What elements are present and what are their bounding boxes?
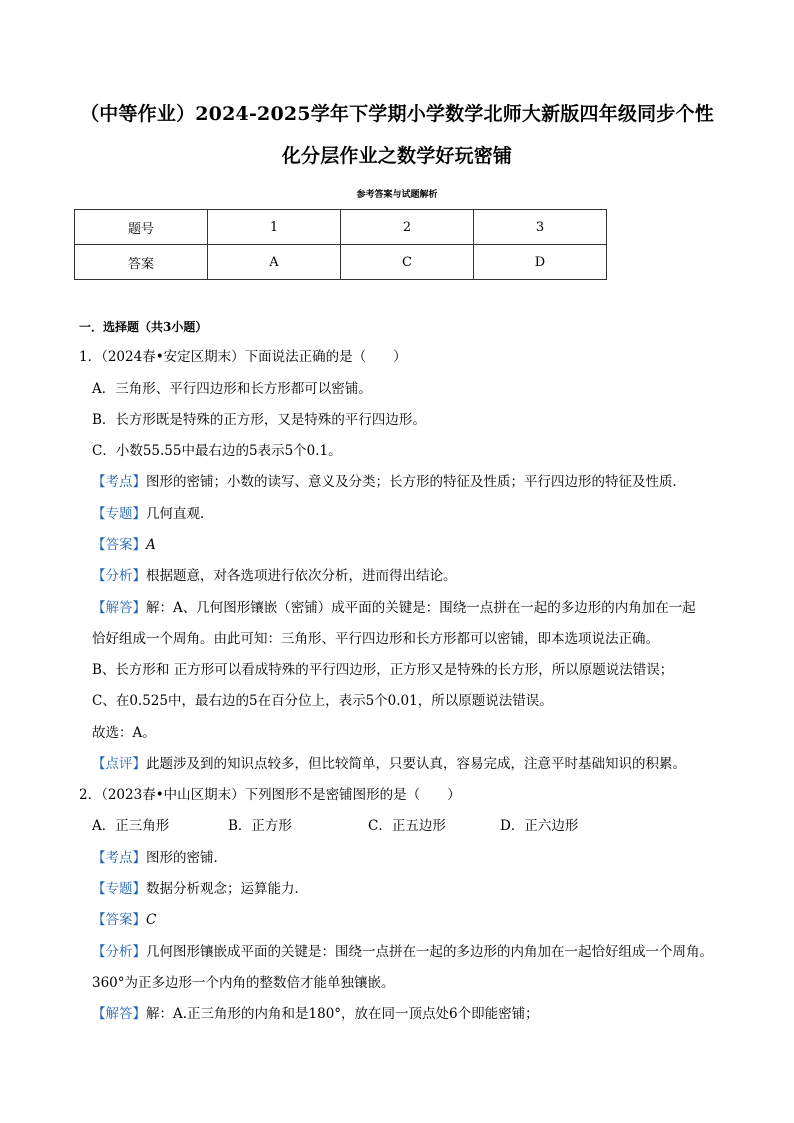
fenxi-text: 根据题意，对各选项进行依次分析，进而得出结论。 (146, 568, 457, 584)
table-cell: 题号 (75, 210, 208, 245)
kaodian-text: 图形的密铺；小数的读写、意义及分类；长方形的特征及性质；平行四边形的特征及性质． (146, 474, 686, 490)
q2-stem: 2．（2023春•中山区期末）下列图形不是密铺图形的是（ ） (79, 787, 461, 803)
q1-option-c: C．小数55.55中最右边的5表示5个0.1。 (92, 443, 342, 459)
q2-option-d: D．正六边形 (500, 818, 579, 834)
daan-text: C (146, 912, 157, 928)
fenxi-text: 几何图形镶嵌成平面的关键是：围绕一点拼在一起的多边形的内角加在一起恰好组成一个周角。 (146, 944, 713, 960)
q2-zhuanti (92, 880, 308, 898)
daan-text: A (146, 537, 156, 553)
q1-fenxi (92, 567, 457, 585)
q2-jieda (92, 1005, 539, 1023)
dianping-tag: 【点评】 (92, 756, 146, 772)
dianping-text: 此题涉及到的知识点较多，但比较简单，只要认真，容易完成，注意平时基础知识的积累。 (146, 756, 686, 772)
q2-option-b: B．正方形 (228, 818, 292, 834)
q1-option-b: B．长方形既是特殊的正方形，又是特殊的平行四边形。 (92, 412, 426, 428)
q1-jieda-line-2: 恰好组成一个周角。由此可知：三角形、平行四边形和长方形都可以密铺，即本选项说法正确。 (92, 631, 659, 647)
jieda-tag: 【解答】 (92, 1006, 146, 1022)
table-cell: D (474, 245, 607, 280)
q1-jieda (92, 599, 696, 617)
table-cell: 1 (208, 210, 341, 245)
q2-fenxi (92, 943, 713, 961)
document-subtitle: 参考答案与试题解析 (356, 190, 438, 200)
q2-fenxi-line-2: 360°为正多边形一个内角的整数倍才能单独镶嵌。 (92, 975, 395, 991)
table-cell: A (208, 245, 341, 280)
q1-gu-xuan: 故选：A。 (92, 725, 156, 741)
q2-daan (92, 911, 156, 929)
q1-jieda-line-4: C、在0.525中，最右边的5在百分位上，表示5个0.01，所以原题说法错误。 (92, 693, 553, 709)
q1-stem: 1．（2024春•安定区期末）下面说法正确的是（ ） (79, 349, 407, 365)
document-title-line-1: （中等作业）2024-2025学年下学期小学数学北师大新版四年级同步个性 (80, 103, 714, 125)
daan-tag: 【答案】 (92, 537, 146, 553)
q1-dianping (92, 755, 686, 773)
jieda-tag: 【解答】 (92, 600, 146, 616)
fenxi-tag: 【分析】 (92, 944, 146, 960)
kaodian-tag: 【考点】 (92, 850, 146, 866)
kaodian-tag: 【考点】 (92, 474, 146, 490)
q1-zhuanti (92, 505, 214, 523)
document-title-line-2: 化分层作业之数学好玩密铺 (281, 145, 513, 167)
q2-kaodian (92, 849, 227, 867)
answer-table (74, 209, 607, 280)
jieda-text: 解：A、几何图形镶嵌（密铺）成平面的关键是：围绕一点拼在一起的多边形的内角加在一起 (146, 600, 696, 616)
table-cell: 3 (474, 210, 607, 245)
q1-option-a: A．三角形、平行四边形和长方形都可以密铺。 (92, 381, 372, 397)
table-cell: 2 (341, 210, 474, 245)
zhuanti-text: 数据分析观念；运算能力． (146, 881, 308, 897)
jieda-text: 解：A.正三角形的内角和是180°，放在同一顶点处6个即能密铺； (146, 1006, 539, 1022)
zhuanti-tag: 【专题】 (92, 881, 146, 897)
q1-daan (92, 536, 156, 554)
q2-option-c: C．正五边形 (368, 818, 446, 834)
answer-table-answer-row (75, 245, 607, 280)
zhuanti-text: 几何直观． (146, 506, 214, 522)
q1-kaodian (92, 473, 686, 491)
section-heading: 一．选择题（共3小题） (79, 320, 208, 334)
kaodian-text: 图形的密铺． (146, 850, 227, 866)
daan-tag: 【答案】 (92, 912, 146, 928)
table-cell: 答案 (75, 245, 208, 280)
table-cell: C (341, 245, 474, 280)
zhuanti-tag: 【专题】 (92, 506, 146, 522)
q1-jieda-line-3: B、长方形和 正方形可以看成特殊的平行四边形，正方形又是特殊的长方形，所以原题说法错误； (92, 662, 674, 678)
answer-table-header-row (75, 210, 607, 245)
fenxi-tag: 【分析】 (92, 568, 146, 584)
q2-option-a: A．正三角形 (92, 818, 170, 834)
